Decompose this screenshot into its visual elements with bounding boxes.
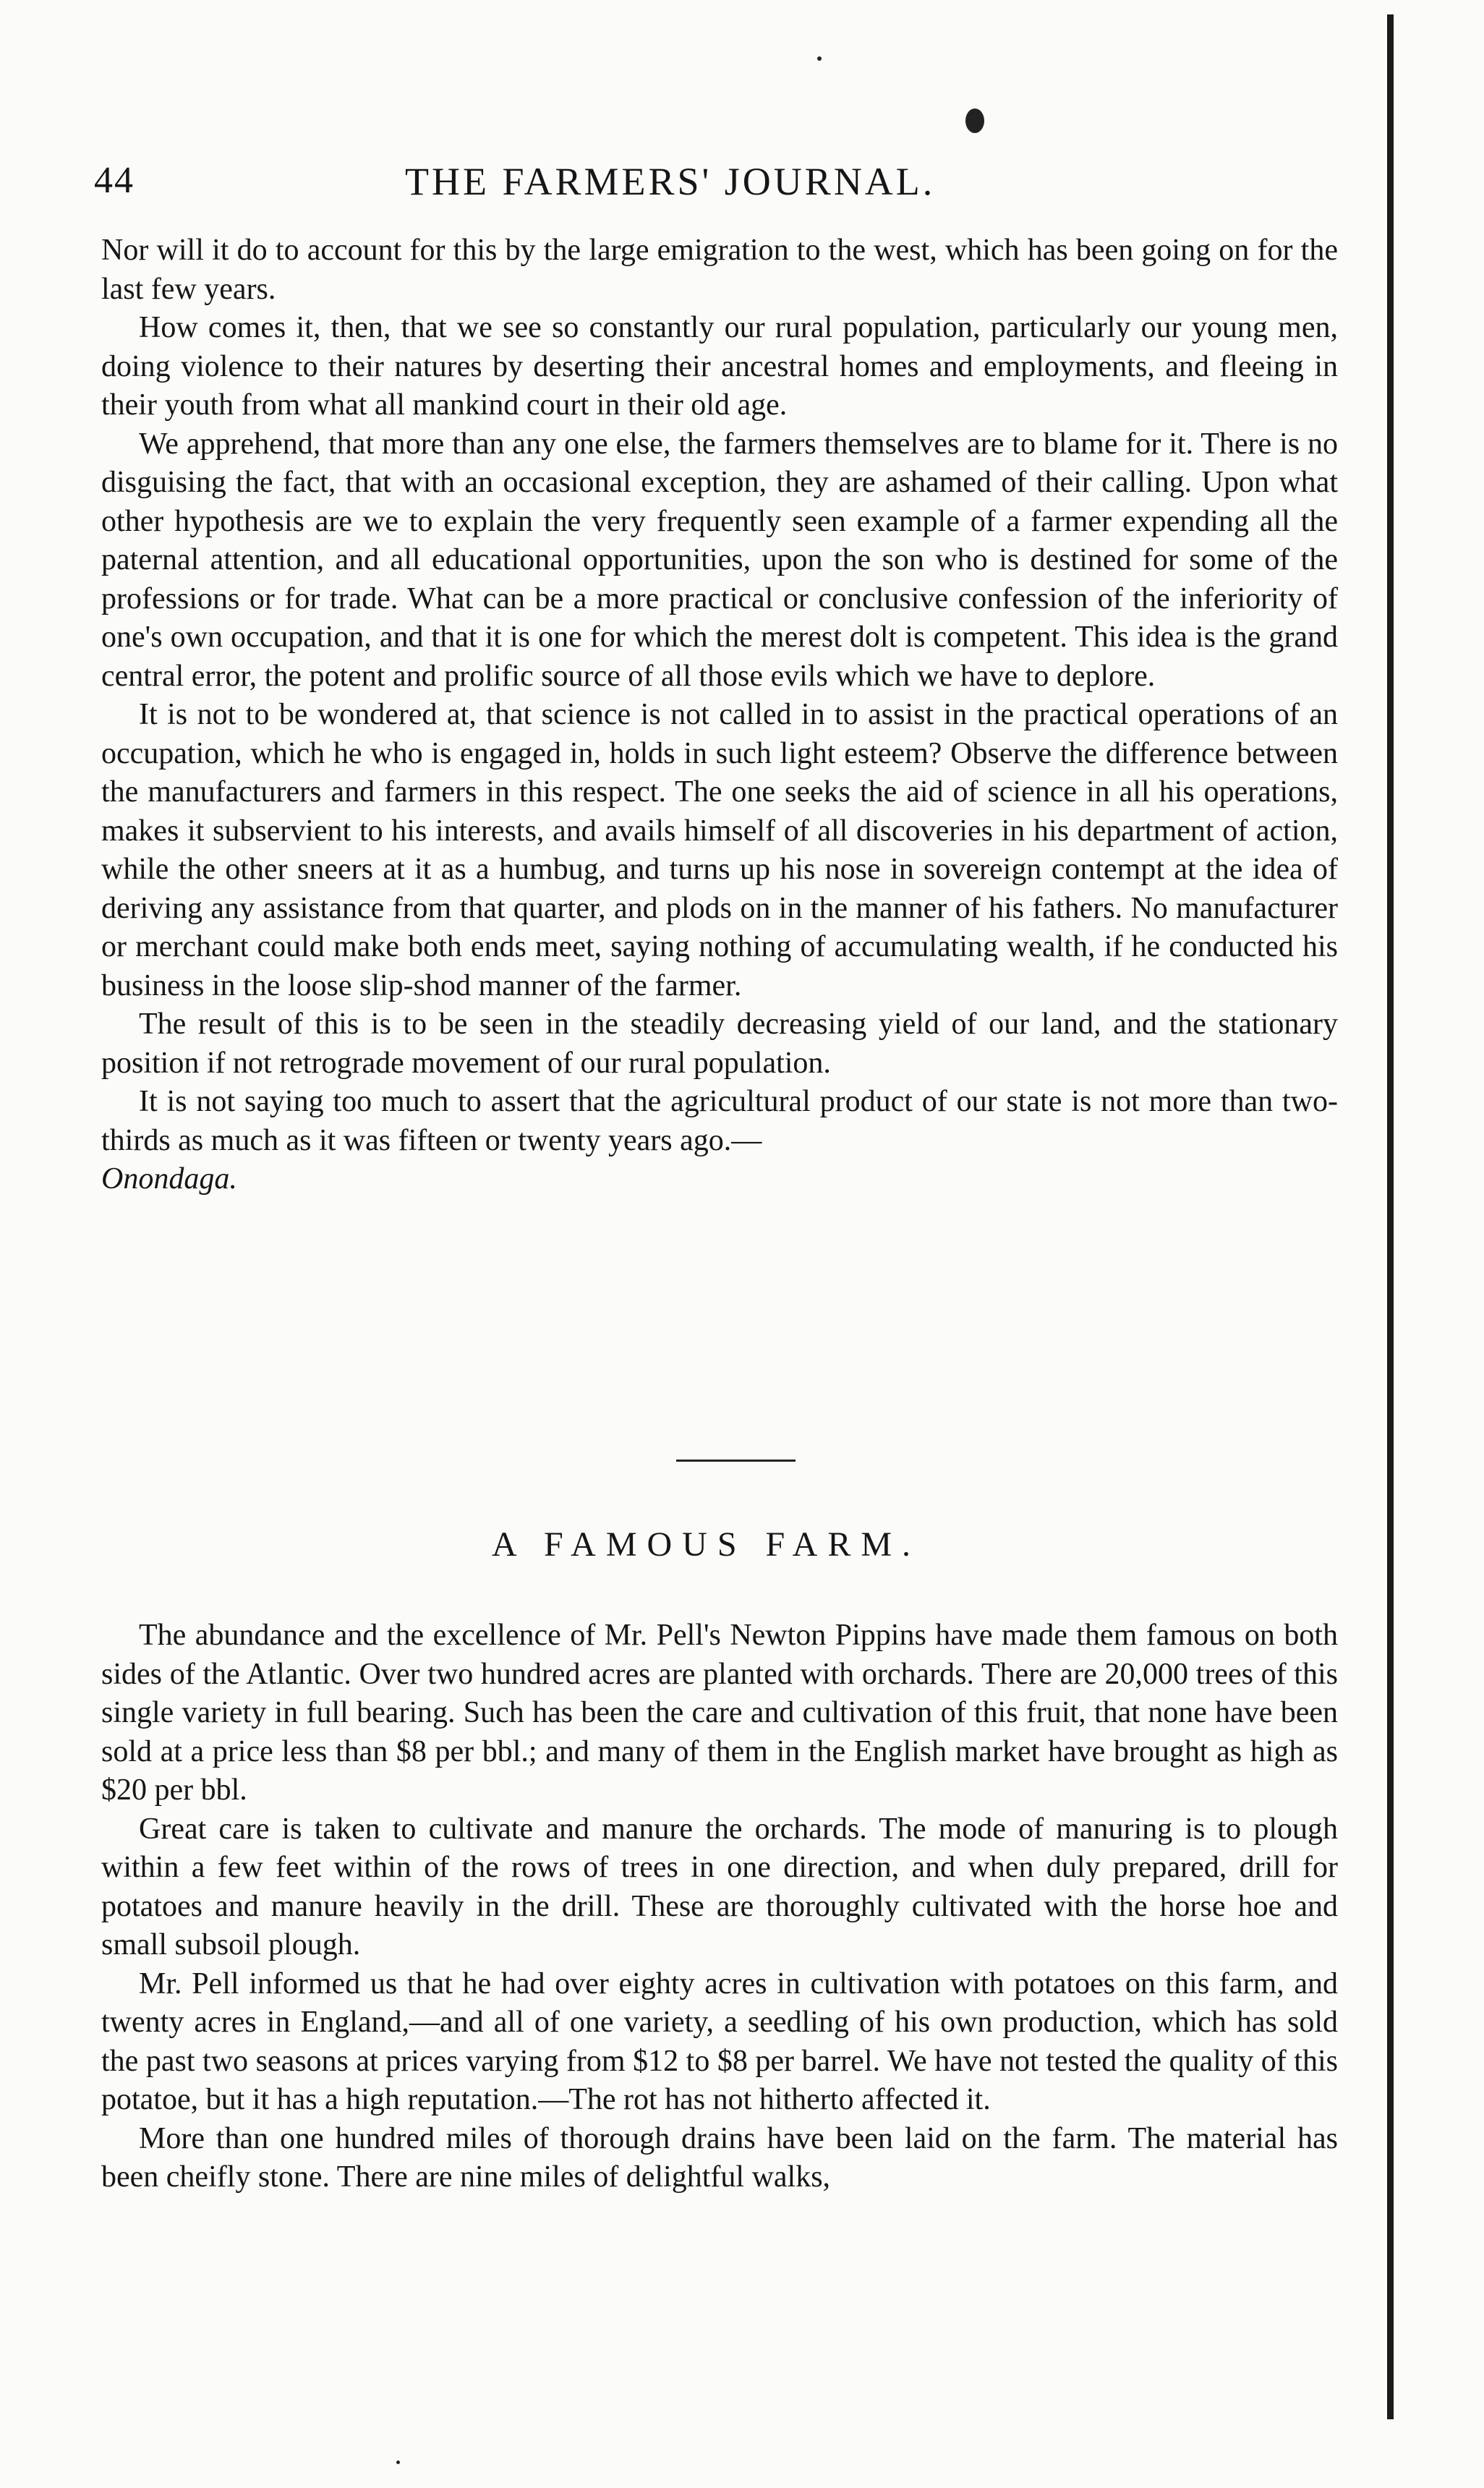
paragraph: Mr. Pell informed us that he had over eighty acres in cultivation with potatoes on this farm, and twenty acres in England,—and all of one variety, a seedling of his own production, which has sold the past two seasons at prices varying from $12 to $8 per barrel. We have not tested the quality of this potatoe, but it has a high reputation.—The rot has not hitherto affected it.: [101, 1967, 1338, 2116]
paragraph: More than one hundred miles of thorough drains have been laid on the farm. The material has been cheifly stone. There are nine miles of delightful walks,: [101, 2121, 1338, 2194]
paragraph: The abundance and the excellence of Mr. Pell's Newton Pippins have made them famous on both sides of the Atlantic. Over two hundred acres are planted with orchards. There are 20,000 trees of this single variety in full bearing. Such has been the care and cultivation of this fruit, that none have been sold at a price less than $8 per bbl.; and many of them in the English market have brought as high as $20 per bbl.: [101, 1619, 1338, 1807]
page-edge-rule: [1387, 14, 1394, 2419]
ink-blot: [965, 108, 984, 133]
running-title: THE FARMERS' JOURNAL.: [405, 160, 936, 203]
article-title: A FAMOUS FARM.: [492, 1525, 921, 1564]
paragraph: Great care is taken to cultivate and manure the orchards. The mode of manuring is to plough within a few feet within of the rows of trees in one direction, and when duly prepared, drill for potatoes and manure heavily in the drill. These are thoroughly cultivated with the horse hoe and small subsoil plough.: [101, 1812, 1338, 1961]
section-divider: [676, 1460, 796, 1462]
paragraph: The result of this is to be seen in the steadily decreasing yield of our land, and the stationary position if not retrograde movement of our rural population.: [101, 1007, 1338, 1080]
paragraph: It is not to be wondered at, that science is not called in to assist in the practical operations of an occupation, which he who is engaged in, holds in such light esteem? Observe the difference between the manufacturers and farmers in this respect. The one seeks the aid of science in all his operations, makes it subservient to his interests, and avails himself of all discoveries in his department of action, while the other sneers at it as a humbug, and turns up his nose in sovereign contempt at the idea of deriving any assistance from that quarter, and plods on in the manner of his fathers. No manufacturer or merchant could make both ends meet, saying nothing of accumulating wealth, if he conducted his business in the loose slip-shod manner of the farmer.: [101, 698, 1338, 1002]
paragraph: Nor will it do to account for this by the large emigration to the west, which has been going on for the last few years.: [101, 234, 1338, 306]
paragraph: We apprehend, that more than any one else, the farmers themselves are to blame for it. There is no disguising the fact, that with an occasional exception, they are ashamed of their calling. Upon what other hypothesis are we to explain the very frequently seen example of a farmer expending all the paternal attention, and all educational opportunities, upon the son who is destined for some of the professions or for trade. What can be a more practical or conclusive confession of the inferiority of one's own occupation, and that it is one for which the merest dolt is competent. This idea is the grand central error, the potent and prolific source of all those evils which we have to deplore.: [101, 427, 1338, 693]
ink-speck: [817, 56, 822, 61]
article-continued: [101, 231, 1338, 1199]
paragraph: It is not saying too much to assert that the agricultural product of our state is not more than two-thirds as much as it was fifteen or twenty years ago.—: [101, 1085, 1338, 1157]
page-header: [94, 159, 1338, 210]
article-signature: Onondaga.: [101, 1162, 237, 1196]
ink-speck: [396, 2461, 400, 2464]
paragraph: How comes it, then, that we see so constantly our rural population, particularly our young men, doing violence to their natures by deserting their ancestral homes and employments, and fleeing in their youth from what all mankind court in their old age.: [101, 311, 1338, 422]
article-famous-farm: [101, 1616, 1338, 2197]
page-number: 44: [94, 160, 135, 201]
